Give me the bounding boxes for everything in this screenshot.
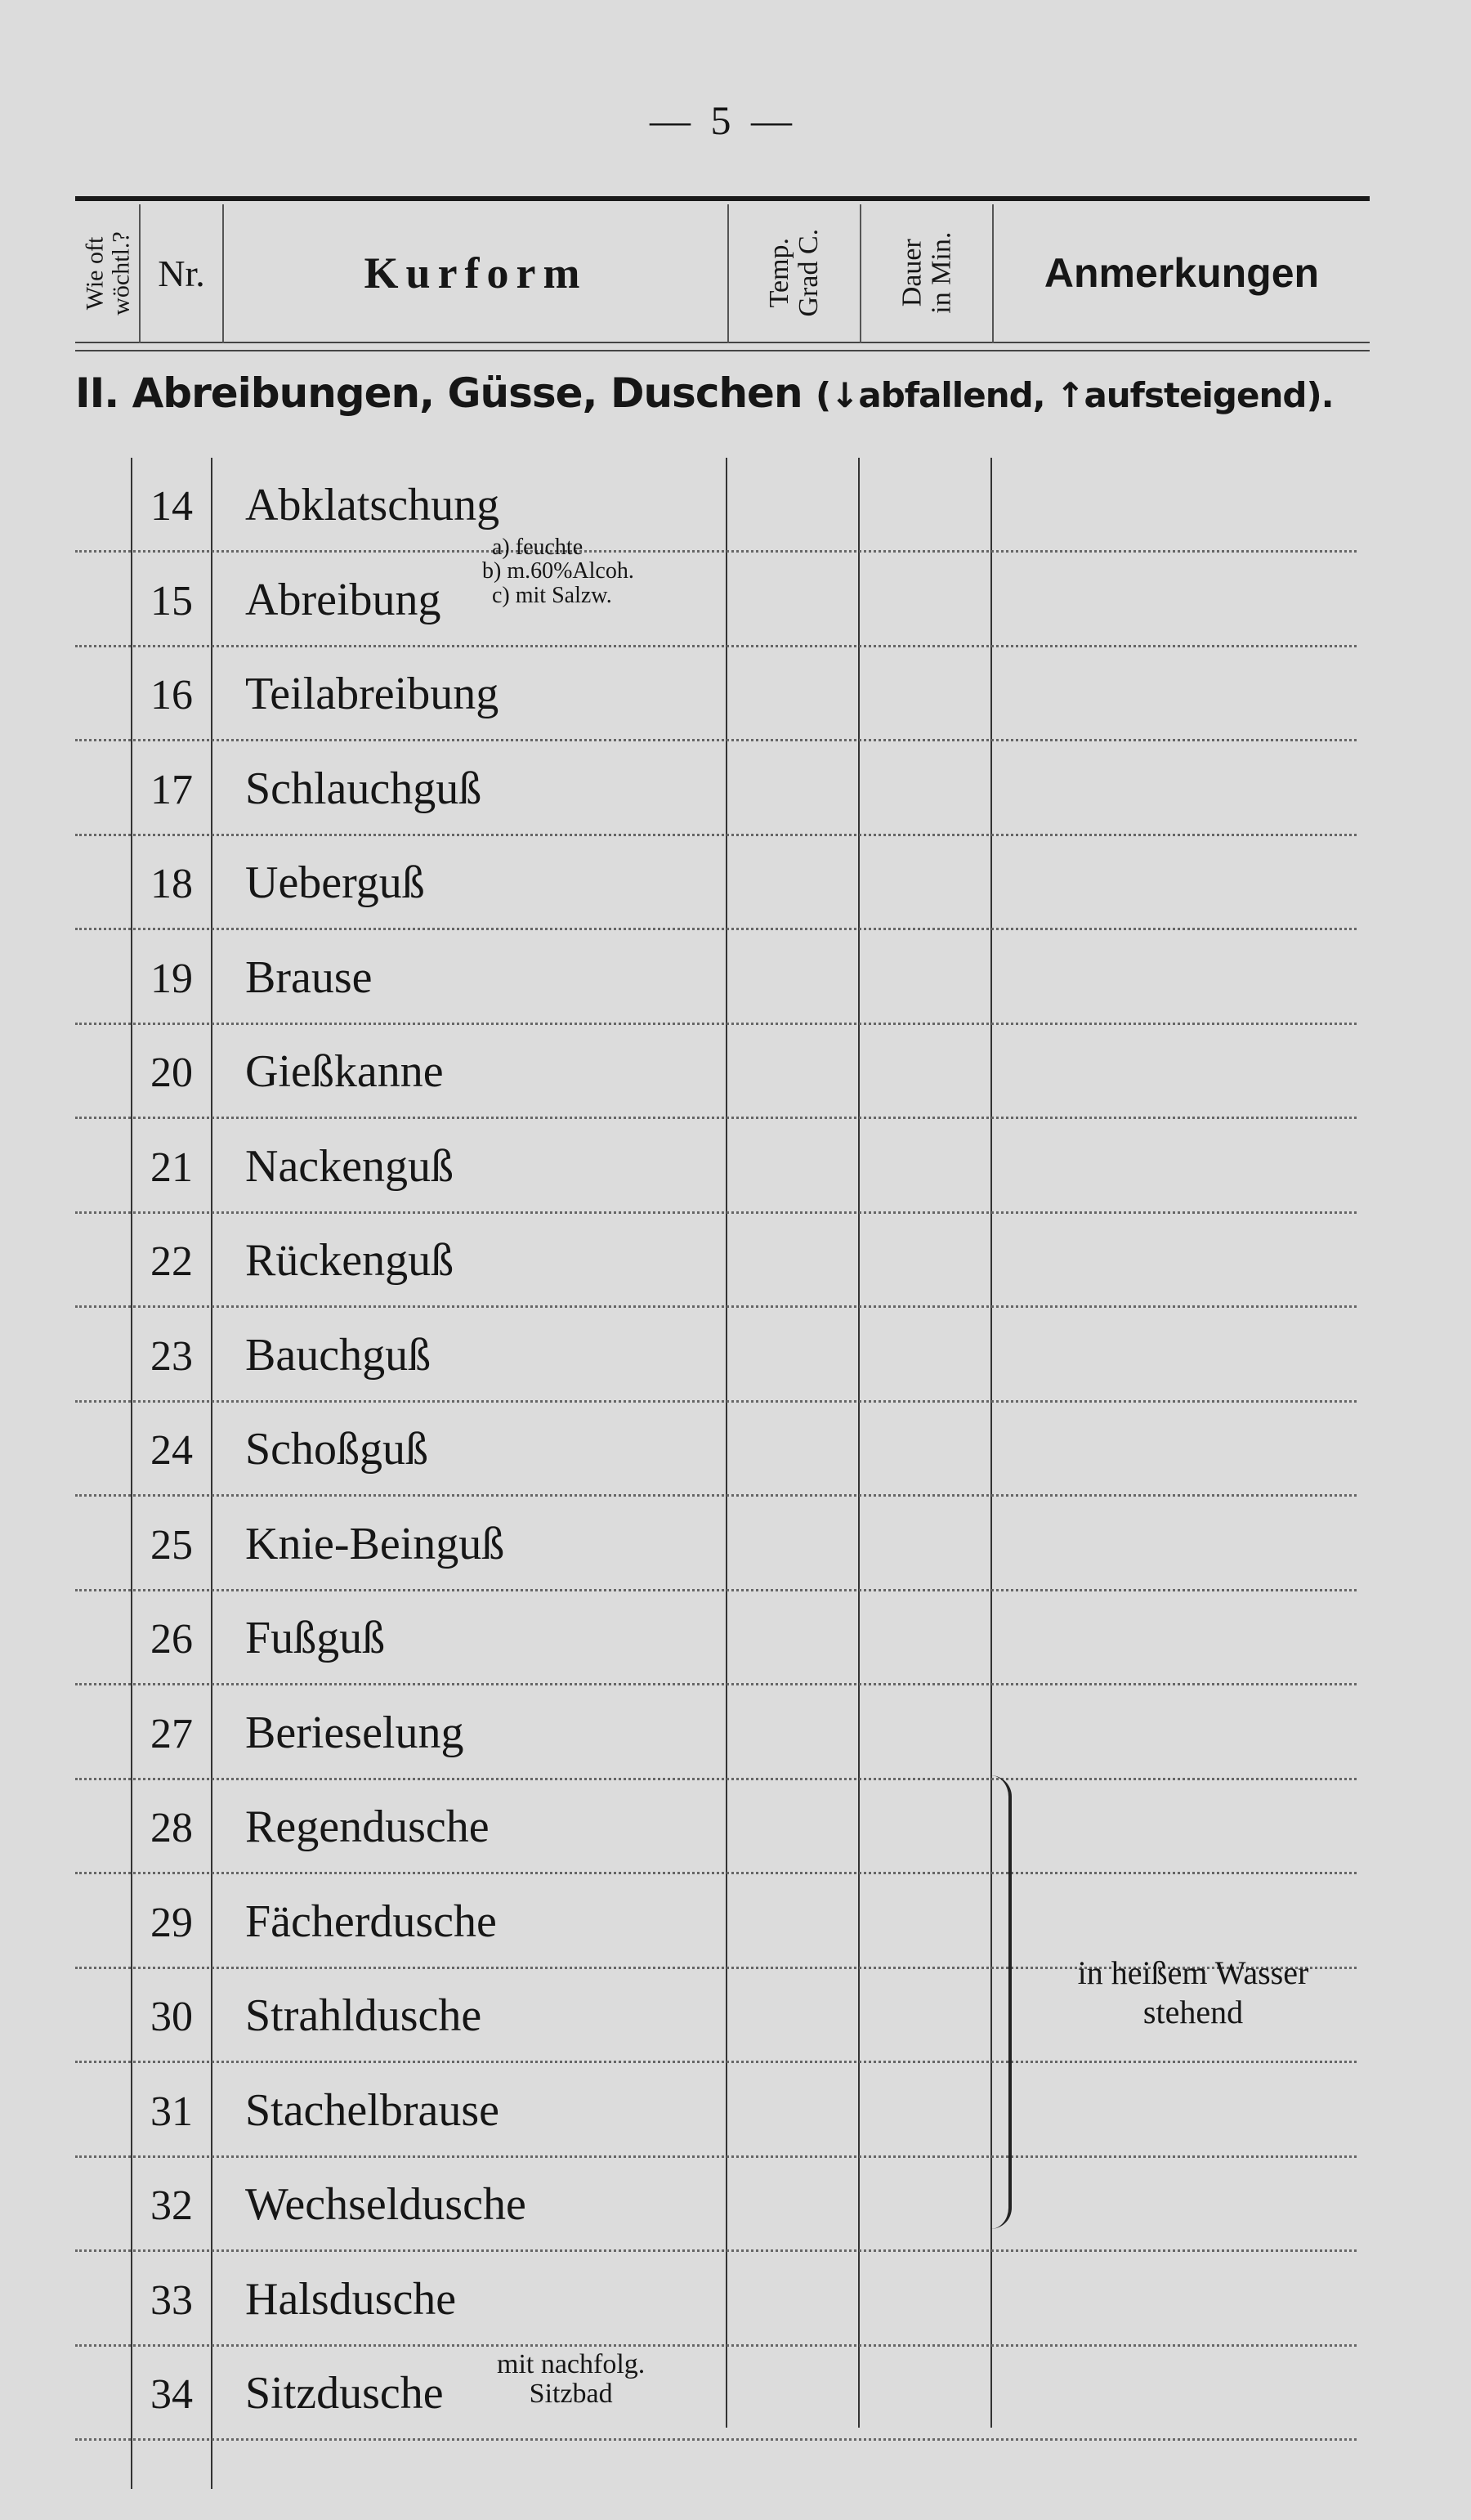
row-kurform-name: Abreibung xyxy=(245,574,441,625)
table-row xyxy=(0,1308,1471,1403)
header-dauer-line2: in Min. xyxy=(926,231,956,315)
row-number: 16 xyxy=(150,672,193,718)
table-row xyxy=(0,1685,1471,1780)
header-wie-oft-line1: Wie oft xyxy=(81,236,109,310)
row-number: 22 xyxy=(150,1238,193,1285)
header-bottom-rule-2 xyxy=(75,350,1370,351)
row-dotted-separator xyxy=(75,2438,1357,2441)
row-number: 30 xyxy=(150,1994,193,2040)
row-kurform-name: Fußguß xyxy=(245,1613,386,1663)
row-kurform-name: Knie-Beinguß xyxy=(245,1518,505,1569)
row-kurform-name: Gießkanne xyxy=(245,1046,444,1097)
table-row xyxy=(0,1779,1471,1874)
header-temp-line1: Temp. xyxy=(764,238,795,308)
row-kurform-name: Brause xyxy=(245,951,373,1003)
table-row xyxy=(0,1497,1471,1591)
header-bottom-rule xyxy=(75,342,1370,343)
falling-label: abfallend, xyxy=(858,375,1045,415)
curly-bracket-icon xyxy=(990,1775,1012,2229)
header-kurform: Kurform xyxy=(364,248,588,298)
arrow-down-icon: ↓ xyxy=(830,375,859,415)
table-row xyxy=(0,835,1471,930)
paren-close: ). xyxy=(1306,375,1334,415)
table-row xyxy=(0,1591,1471,1685)
header-temp xyxy=(729,204,860,342)
row-kurform-name: Sitzdusche xyxy=(245,2368,444,2419)
row-kurform-name: Regendusche xyxy=(245,1802,490,1852)
row-kurform-name: Nackenguß xyxy=(245,1140,454,1192)
row-kurform-name: Abklatschung xyxy=(245,480,500,530)
table-row xyxy=(0,1024,1471,1119)
table-row xyxy=(0,1402,1471,1497)
table-row xyxy=(0,1213,1471,1308)
row-kurform-name: Strahldusche xyxy=(245,1990,482,2041)
row-kurform-name: Bauchguß xyxy=(245,1329,431,1381)
row-kurform-name: Halsdusche xyxy=(245,2273,457,2325)
page-number: — 5 — xyxy=(650,97,797,143)
arrow-up-icon: ↑ xyxy=(1056,375,1084,415)
abreibung-options xyxy=(482,535,634,607)
row-kurform-name: Fächerdusche xyxy=(245,1896,497,1947)
abreibung-option-b: b) m.60%Alcoh. xyxy=(482,558,634,584)
bracket-note xyxy=(1017,1954,1369,2032)
header-woechtl-line2: wöchtl.? xyxy=(107,231,134,316)
header-dauer xyxy=(861,204,992,342)
row-number: 27 xyxy=(150,1710,193,1757)
header-anmerkungen: Anmerkungen xyxy=(1044,250,1320,296)
header-wie-oft xyxy=(75,204,141,342)
sitzdusche-note xyxy=(497,2350,645,2408)
table-row xyxy=(0,930,1471,1025)
row-number: 19 xyxy=(150,955,193,1002)
row-kurform-name: Rückenguß xyxy=(245,1235,454,1286)
bracket-note-line2: stehend xyxy=(1142,1994,1244,2030)
header-dauer-line1: Dauer xyxy=(896,239,928,307)
row-number: 32 xyxy=(150,2182,193,2229)
header-nr: Nr. xyxy=(158,252,205,294)
row-number: 17 xyxy=(150,766,193,813)
table-row xyxy=(0,2346,1471,2441)
table-row xyxy=(0,2252,1471,2347)
abreibung-option-c: c) mit Salzw. xyxy=(492,582,612,608)
section-heading xyxy=(75,369,1334,417)
section-title: II. Abreibungen, Güsse, Duschen xyxy=(75,369,803,417)
row-number: 15 xyxy=(150,577,193,624)
table-row xyxy=(0,458,1471,553)
table-row xyxy=(0,2157,1471,2252)
section-legend xyxy=(816,375,1334,415)
row-number: 33 xyxy=(150,2276,193,2324)
row-number: 25 xyxy=(150,1521,193,1569)
row-kurform-name: Wechseldusche xyxy=(245,2179,526,2230)
header-temp-line2: Grad C. xyxy=(794,229,824,317)
row-number: 31 xyxy=(150,2088,193,2135)
table-row xyxy=(0,1119,1471,1214)
row-number: 34 xyxy=(150,2371,193,2418)
row-number: 29 xyxy=(150,1899,193,1946)
row-number: 21 xyxy=(150,1144,193,1191)
row-kurform-name: Schlauchguß xyxy=(245,763,482,814)
table-row xyxy=(0,741,1471,836)
row-number: 28 xyxy=(150,1805,193,1851)
sitzdusche-note-line1: mit nachfolg. xyxy=(497,2349,646,2379)
row-number: 18 xyxy=(150,861,193,907)
abreibung-option-a: a) feuchte xyxy=(492,535,583,560)
paren-open: ( xyxy=(815,375,831,415)
row-kurform-name: Stachelbrause xyxy=(245,2084,499,2136)
row-kurform-name: Ueberguß xyxy=(245,857,425,908)
row-number: 20 xyxy=(150,1050,193,1096)
row-kurform-name: Schoßguß xyxy=(245,1424,428,1475)
row-kurform-name: Teilabreibung xyxy=(245,669,499,719)
row-number: 23 xyxy=(150,1332,193,1380)
rising-label: aufsteigend xyxy=(1084,375,1307,415)
row-number: 26 xyxy=(150,1616,193,1663)
table-row xyxy=(0,2063,1471,2158)
sitzdusche-note-line2: Sitzbad xyxy=(529,2378,613,2409)
header-top-rule xyxy=(75,196,1370,201)
table-row xyxy=(0,553,1471,647)
row-number: 14 xyxy=(150,483,193,530)
row-number: 24 xyxy=(150,1427,193,1474)
row-kurform-name: Berieselung xyxy=(245,1707,464,1758)
table-row xyxy=(0,647,1471,741)
bracket-note-line1: in heißem Wasser xyxy=(1077,1954,1309,1991)
